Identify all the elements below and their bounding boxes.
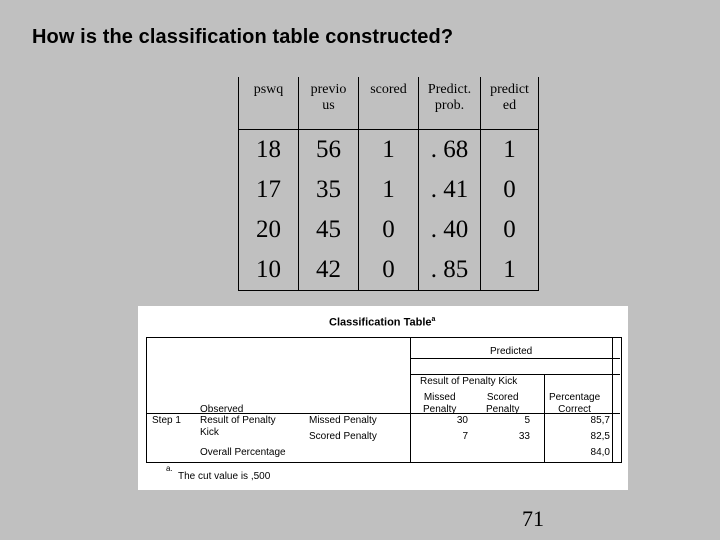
spss-step: Step 1 [152, 415, 181, 426]
spss-overall: Overall Percentage [200, 447, 286, 458]
table-cell: 0 [481, 170, 539, 210]
table-header-row [239, 77, 539, 130]
divider [544, 374, 545, 462]
header-cell: predict ed [481, 77, 539, 130]
spss-cell: 84,0 [590, 447, 610, 458]
spss-cell: 5 [524, 415, 530, 426]
page-number: 71 [522, 506, 544, 531]
table-cell: 0 [481, 210, 539, 250]
table-cell: 56 [299, 130, 359, 171]
table-cell: 0 [359, 250, 419, 291]
spss-result-header: Result of Penalty Kick [420, 376, 518, 387]
spss-row-group: Result of Penalty Kick [200, 415, 276, 438]
spss-cell: 33 [518, 431, 530, 442]
table-cell: 45 [299, 210, 359, 250]
table-cell: 42 [299, 250, 359, 291]
table-cell: 1 [359, 170, 419, 210]
table-row [239, 250, 539, 291]
table-cell: . 41 [419, 170, 481, 210]
slide-title: How is the classification table constructed? [32, 26, 454, 48]
spss-row-scored: Scored Penalty [309, 431, 377, 442]
spss-cell: 7 [462, 431, 468, 442]
table-cell: 20 [239, 210, 299, 250]
spss-row-missed: Missed Penalty [309, 415, 377, 426]
divider [612, 337, 613, 462]
spss-predicted-label: Predicted [490, 346, 533, 357]
spss-col-scored: Scored Penalty [486, 392, 520, 415]
table-cell: . 68 [419, 130, 481, 171]
table-cell: 17 [239, 170, 299, 210]
header-cell: pswq [239, 77, 299, 130]
spss-footnote-mark: a. [166, 464, 173, 473]
spss-classification-output [138, 306, 628, 490]
spss-col-missed: Missed Penalty [423, 392, 457, 415]
header-cell: previo us [299, 77, 359, 130]
spss-observed: Observed [200, 404, 244, 415]
table-cell: 1 [359, 130, 419, 171]
table-row [239, 170, 539, 210]
table-cell: 10 [239, 250, 299, 291]
table-cell: 35 [299, 170, 359, 210]
table-cell: 0 [359, 210, 419, 250]
divider [410, 358, 620, 359]
table-cell: . 85 [419, 250, 481, 291]
divider [410, 374, 620, 375]
divider [410, 337, 411, 462]
spss-col-percentage: Percentage Correct [549, 392, 601, 415]
table-cell: . 40 [419, 210, 481, 250]
table-row [239, 210, 539, 250]
header-cell: Predict. prob. [419, 77, 481, 130]
table-cell: 18 [239, 130, 299, 171]
table-cell: 1 [481, 130, 539, 171]
spss-cell: 82,5 [590, 431, 610, 442]
spss-caption: Classification Table$^a$ [329, 316, 436, 329]
spss-footnote: The cut value is ,500 [178, 471, 271, 482]
spss-cell: 30 [456, 415, 468, 426]
table-cell: 1 [481, 250, 539, 291]
header-cell: scored [359, 77, 419, 130]
data-table [238, 77, 539, 291]
spss-cell: 85,7 [590, 415, 610, 426]
table-row [239, 130, 539, 171]
